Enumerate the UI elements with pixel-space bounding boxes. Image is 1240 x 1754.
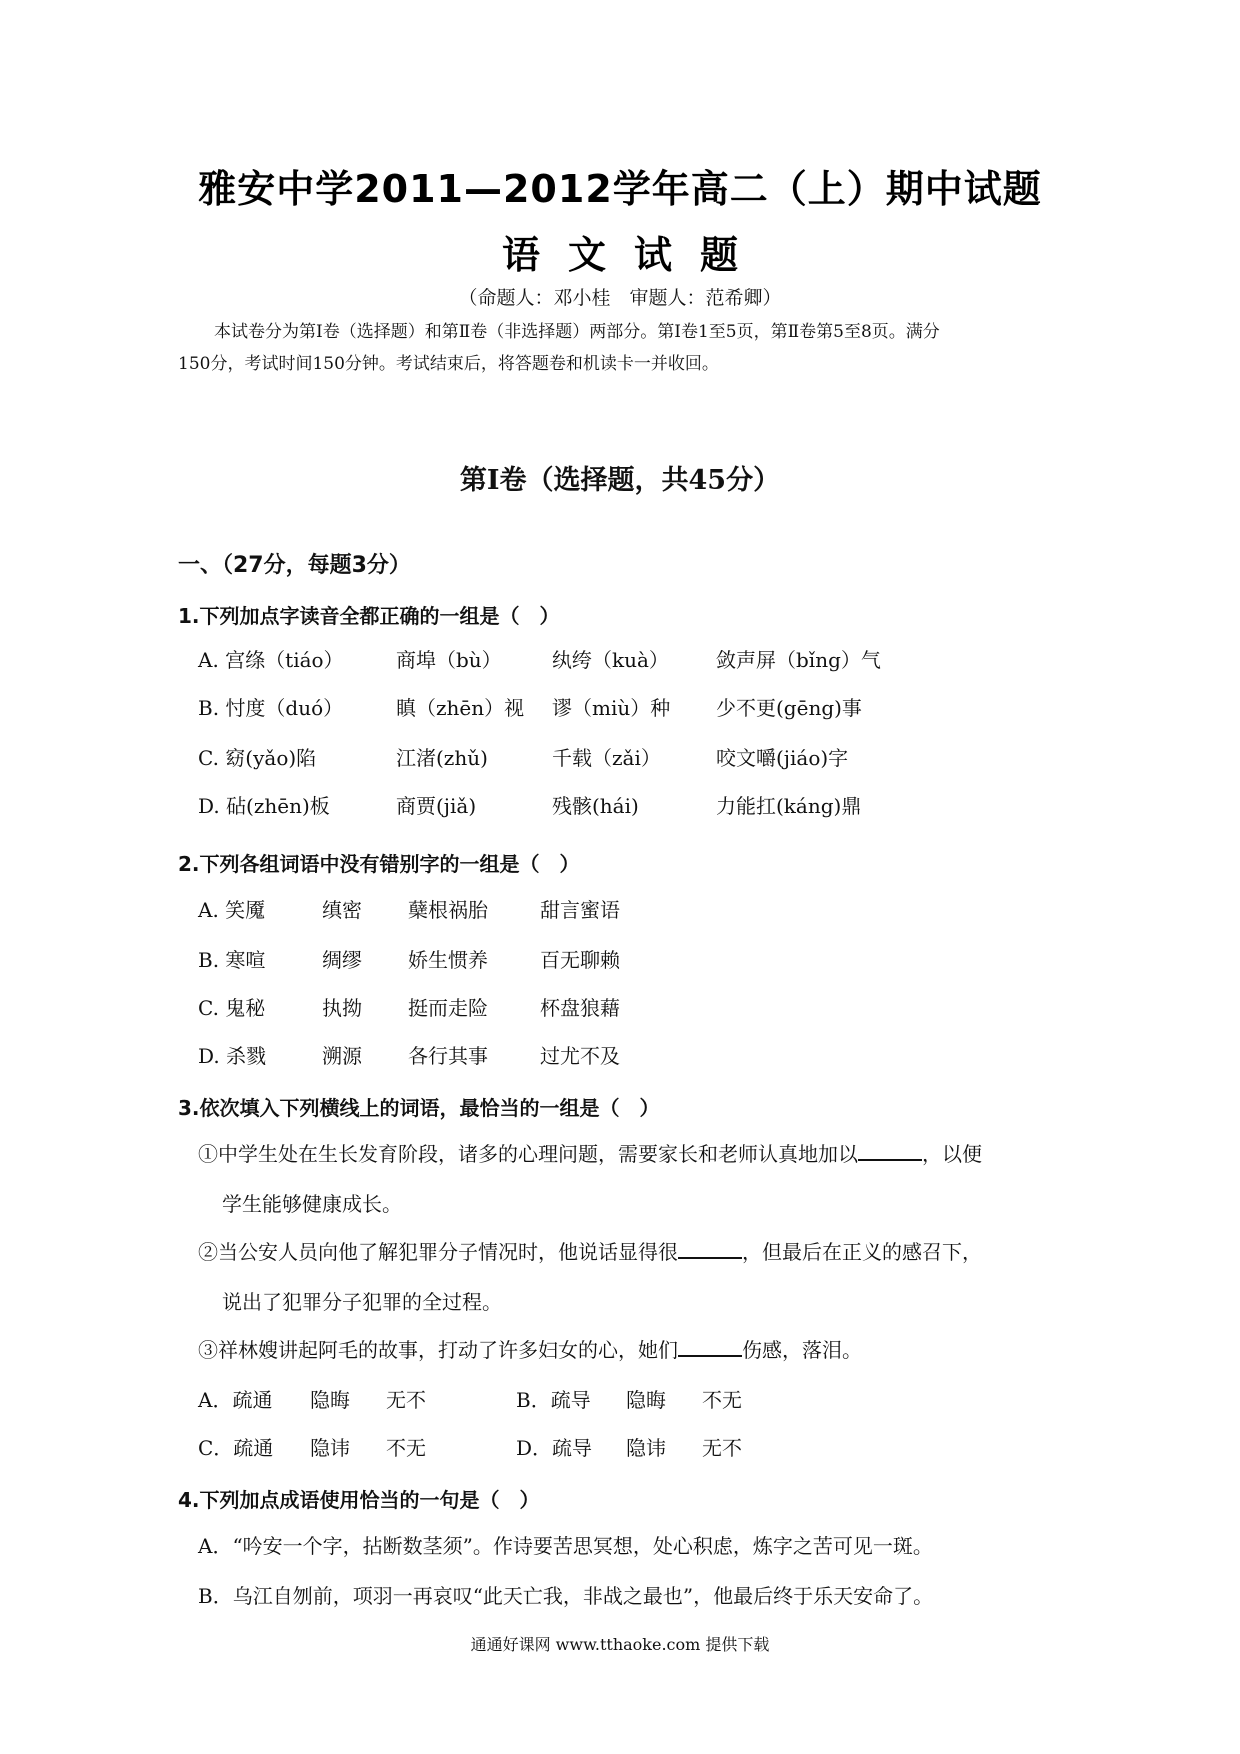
q3-opt-b-2: 隐晦 bbox=[626, 1388, 666, 1412]
q3-s3-text-a: ③祥林嫂讲起阿毛的故事，打动了许多妇女的心，她们 bbox=[198, 1338, 678, 1362]
exam-authors: （命题人：邓小桂 审题人：范希卿） bbox=[458, 287, 782, 309]
q2-c-4: 杯盘狼藉 bbox=[540, 996, 620, 1020]
q2-a-1: A. 笑魇 bbox=[198, 898, 266, 922]
exam-title: 雅安中学2011—2012学年高二（上）期中试题 bbox=[198, 167, 1042, 211]
q2-c-3: 挺而走险 bbox=[408, 996, 488, 1020]
q3-opt-c-1: C．疏通 bbox=[198, 1436, 274, 1460]
q1-d-2: 商贾(jiǎ) bbox=[396, 794, 477, 818]
q2-stem: 2.下列各组词语中没有错别字的一组是（ ） bbox=[178, 852, 580, 876]
intro-line-1: 本试卷分为第Ⅰ卷（选择题）和第Ⅱ卷（非选择题）两部分。第Ⅰ卷1至5页，第Ⅱ卷第5至8页。满分 bbox=[214, 322, 940, 342]
exam-subtitle: 语文试题 bbox=[501, 233, 766, 277]
q1-a-1: A. 宫绦（tiáo） bbox=[198, 648, 344, 672]
q3-opt-c-3: 不无 bbox=[386, 1436, 426, 1460]
q4-option-a: A．“吟安一个字，拈断数茎须”。作诗要苦思冥想，处心积虑，炼字之苦可见一斑。 bbox=[198, 1534, 933, 1558]
q2-c-2: 执拗 bbox=[322, 996, 362, 1020]
q3-sentence-2 bbox=[198, 1236, 982, 1265]
q1-b-4: 少不更(gēng)事 bbox=[716, 696, 862, 720]
q3-opt-a-2: 隐晦 bbox=[310, 1388, 350, 1412]
part-heading: 一、（27分，每题3分） bbox=[178, 553, 411, 578]
q1-c-1: C. 窈(yǎo)陷 bbox=[198, 746, 317, 770]
q3-opt-d-3: 无不 bbox=[702, 1436, 742, 1460]
q1-d-1: D. 砧(zhēn)板 bbox=[198, 794, 330, 818]
q1-c-4: 咬文嚼(jiáo)字 bbox=[716, 746, 849, 770]
q1-c-2: 江渚(zhǔ) bbox=[396, 746, 488, 770]
q1-a-4: 敛声屏（bǐng）气 bbox=[716, 648, 881, 672]
section-title: 第Ⅰ卷（选择题，共45分） bbox=[459, 465, 781, 496]
q2-d-4: 过尤不及 bbox=[540, 1044, 620, 1068]
q2-c-1: C. 鬼秘 bbox=[198, 996, 266, 1020]
q1-b-2: 瞋（zhēn）视 bbox=[396, 696, 525, 720]
q3-sentence-1 bbox=[198, 1138, 982, 1167]
q2-b-4: 百无聊赖 bbox=[540, 948, 620, 972]
q3-sentence-3 bbox=[198, 1334, 862, 1363]
q3-opt-b-3: 不无 bbox=[702, 1388, 742, 1412]
q2-d-2: 溯源 bbox=[322, 1044, 362, 1068]
q3-opt-a-3: 无不 bbox=[386, 1388, 426, 1412]
q2-a-3: 蘖根祸胎 bbox=[408, 898, 488, 922]
q4-option-b: B．乌江自刎前，项羽一再哀叹“此天亡我，非战之最也”，他最后终于乐天安命了。 bbox=[198, 1584, 934, 1608]
q2-b-3: 娇生惯养 bbox=[408, 948, 488, 972]
q3-s2-text-a: ②当公安人员向他了解犯罪分子情况时，他说话显得很 bbox=[198, 1240, 678, 1264]
q3-opt-b-1: B．疏导 bbox=[516, 1388, 591, 1412]
q1-d-4: 力能扛(káng)鼎 bbox=[716, 794, 862, 818]
q3-blank-3 bbox=[678, 1337, 742, 1357]
q1-b-3: 谬（miù）种 bbox=[552, 696, 671, 720]
q3-s1-text-c: 学生能够健康成长。 bbox=[222, 1192, 402, 1216]
q1-b-1: B. 忖度（duó） bbox=[198, 696, 344, 720]
q4-stem: 4.下列加点成语使用恰当的一句是（ ） bbox=[178, 1488, 540, 1512]
page-footer: 通通好课网 www.tthaoke.com 提供下载 bbox=[470, 1635, 770, 1654]
q3-blank-2 bbox=[678, 1239, 742, 1259]
q3-s3-text-b: 伤感，落泪。 bbox=[742, 1338, 862, 1362]
q3-s2-text-b: ，但最后在正义的感召下， bbox=[742, 1240, 982, 1264]
q1-a-3: 纨绔（kuà） bbox=[552, 648, 669, 672]
q3-s1-text-a: ①中学生处在生长发育阶段，诸多的心理问题，需要家长和老师认真地加以 bbox=[198, 1142, 858, 1166]
q3-s1-text-b: ，以便 bbox=[922, 1142, 982, 1166]
q3-opt-a-1: A．疏通 bbox=[198, 1388, 273, 1412]
q3-s2-text-c: 说出了犯罪分子犯罪的全过程。 bbox=[222, 1290, 502, 1314]
q2-b-1: B. 寒喧 bbox=[198, 948, 266, 972]
q2-d-1: D. 杀戮 bbox=[198, 1044, 267, 1068]
q2-a-4: 甜言蜜语 bbox=[540, 898, 620, 922]
q3-blank-1 bbox=[858, 1141, 922, 1161]
q2-b-2: 绸缪 bbox=[322, 948, 362, 972]
intro-line-2: 150分，考试时间150分钟。考试结束后，将答题卷和机读卡一并收回。 bbox=[178, 354, 719, 374]
q1-d-3: 残骸(hái) bbox=[552, 794, 639, 818]
q3-opt-d-2: 隐讳 bbox=[626, 1436, 666, 1460]
q1-stem: 1.下列加点字读音全都正确的一组是（ ） bbox=[178, 604, 560, 628]
q1-a-2: 商埠（bù） bbox=[396, 648, 502, 672]
q1-c-3: 千载（zǎi） bbox=[552, 746, 661, 770]
q3-opt-d-1: D．疏导 bbox=[516, 1436, 593, 1460]
q2-a-2: 缜密 bbox=[322, 898, 362, 922]
q3-stem: 3.依次填入下列横线上的词语，最恰当的一组是（ ） bbox=[178, 1096, 660, 1120]
q2-d-3: 各行其事 bbox=[408, 1044, 488, 1068]
q3-opt-c-2: 隐讳 bbox=[310, 1436, 350, 1460]
